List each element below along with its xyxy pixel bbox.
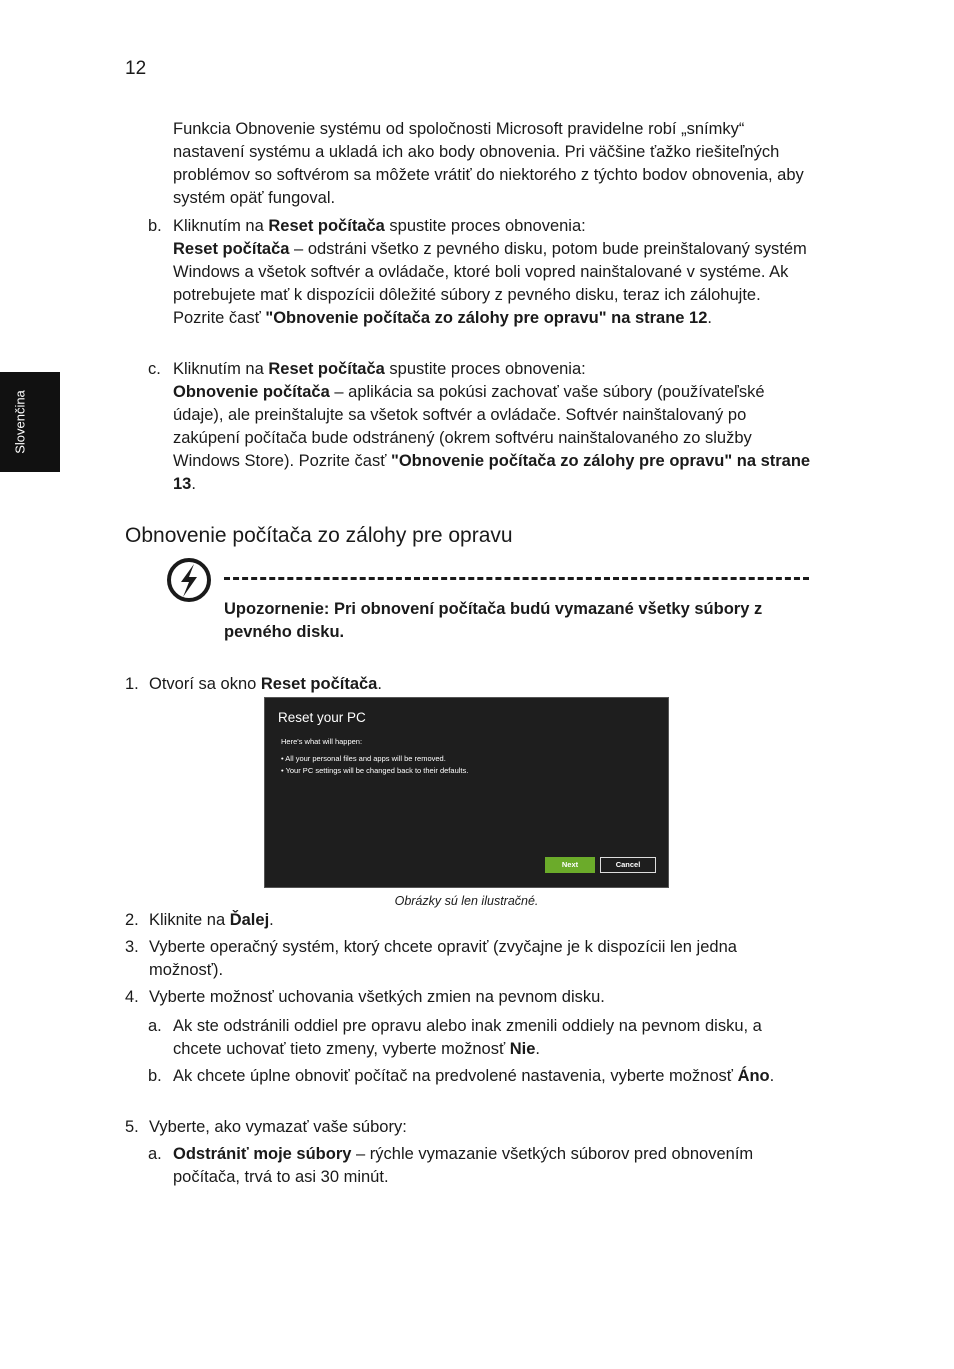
step-1-marker: 1. [125,675,139,693]
item-b-marker: b. [148,217,162,235]
screenshot-title: Reset your PC [278,710,366,725]
step-4b: Ak chcete úplne obnoviť počítač na predvolené nastavenia, vyberte možnosť Áno. [173,1067,775,1085]
side-tab-label: Slovenčina [12,390,28,454]
step-5a-marker: a. [148,1145,162,1163]
item-b [173,215,813,330]
screenshot-cancel-button: Cancel [600,857,656,873]
step-3: Vyberte operačný systém, ktorý chcete opraviť (zvyčajne je k dispozícii len jedna možnosť). [149,938,737,979]
step-4: Vyberte možnosť uchovania všetkých zmien na pevnom disku. [149,988,605,1006]
screenshot-subtitle: Here's what will happen: [281,737,363,746]
item-b-reference: "Obnovenie počítača zo zálohy pre opravu" na strane 12 [265,309,708,327]
step-5: Vyberte, ako vymazať vaše súbory: [149,1118,407,1136]
step-4a: Ak ste odstránili oddiel pre opravu alebo inak zmenili oddiely na pevnom disku, a chcete uchovať tieto zmeny, vyberte možnosť Nie. [173,1017,762,1058]
item-c [173,358,813,496]
page-number: 12 [125,58,147,79]
step-5-marker: 5. [125,1118,139,1136]
item-c-marker: c. [148,360,161,378]
screenshot-bullet-1: • All your personal files and apps will be removed. [281,754,446,763]
screenshot-next-button: Next [545,857,595,873]
section-heading: Obnovenie počítača zo zálohy pre opravu [125,524,513,547]
step-4a-marker: a. [148,1017,162,1035]
item-c-reference: "Obnovenie počítača zo zálohy pre opravu" na strane 13 [173,452,811,493]
step-3-marker: 3. [125,938,139,956]
warning-text: Upozornenie: Pri obnovení počítača budú vymazané všetky súbory z pevného disku. [224,600,763,641]
step-1: Otvorí sa okno Reset počítača. [149,675,382,693]
warning-divider [224,577,809,580]
figure-caption: Obrázky sú len ilustračné. [394,894,539,908]
step-2-marker: 2. [125,911,139,929]
intro-paragraph: Funkcia Obnovenie systému od spoločnosti Microsoft pravidelne robí „snímky“ nastavení systému a ukladá ich ako body obnovenia. Pri väčšine ťažko riešiteľných problémov so softvérom sa môžete vrátiť do niektorého z týchto bodov obnovenia, aby systém opäť fungoval. [173,120,804,207]
step-4b-marker: b. [148,1067,162,1085]
step-2: Kliknite na Ďalej. [149,911,274,929]
step-4-marker: 4. [125,988,139,1006]
item-c-line1: Kliknutím na Reset počítača spustite proces obnovenia: [173,360,586,378]
item-b-line1: Kliknutím na Reset počítača spustite proces obnovenia: [173,217,586,235]
language-side-tab [0,372,60,472]
item-b-description: Reset počítača – odstráni všetko z pevného disku, potom bude preinštalovaný systém Windows a všetok softvér a ovládače, ktoré boli vopred nainštalované v systéme. Ak potrebujete mať k dispozícii dôležité súbory z pevného disku, teraz ich zálohujte. Pozrite časť "Obnovenie počítača zo zálohy pre opravu" na strane 12. [173,240,807,327]
item-c-description: Obnovenie počítača – aplikácia sa pokúsi zachovať vaše súbory (používateľské údaje), ale preinštalujte sa všetok softvér a ovládače. Softvér nainštalovaný po zakúpení počítača bude odstránený (okrem softvéru nainštalovaného zo služby Windows Store). Pozrite časť "Obnovenie počítača zo zálohy pre opravu" na strane 13. [173,383,811,493]
warning-lightning-icon [166,557,212,603]
step-5a: Odstrániť moje súbory – rýchle vymazanie všetkých súborov pred obnovením počítača, trvá to asi 30 minút. [173,1145,754,1186]
screenshot-bullet-2: • Your PC settings will be changed back to their defaults. [281,766,469,775]
reset-pc-screenshot [264,697,669,888]
